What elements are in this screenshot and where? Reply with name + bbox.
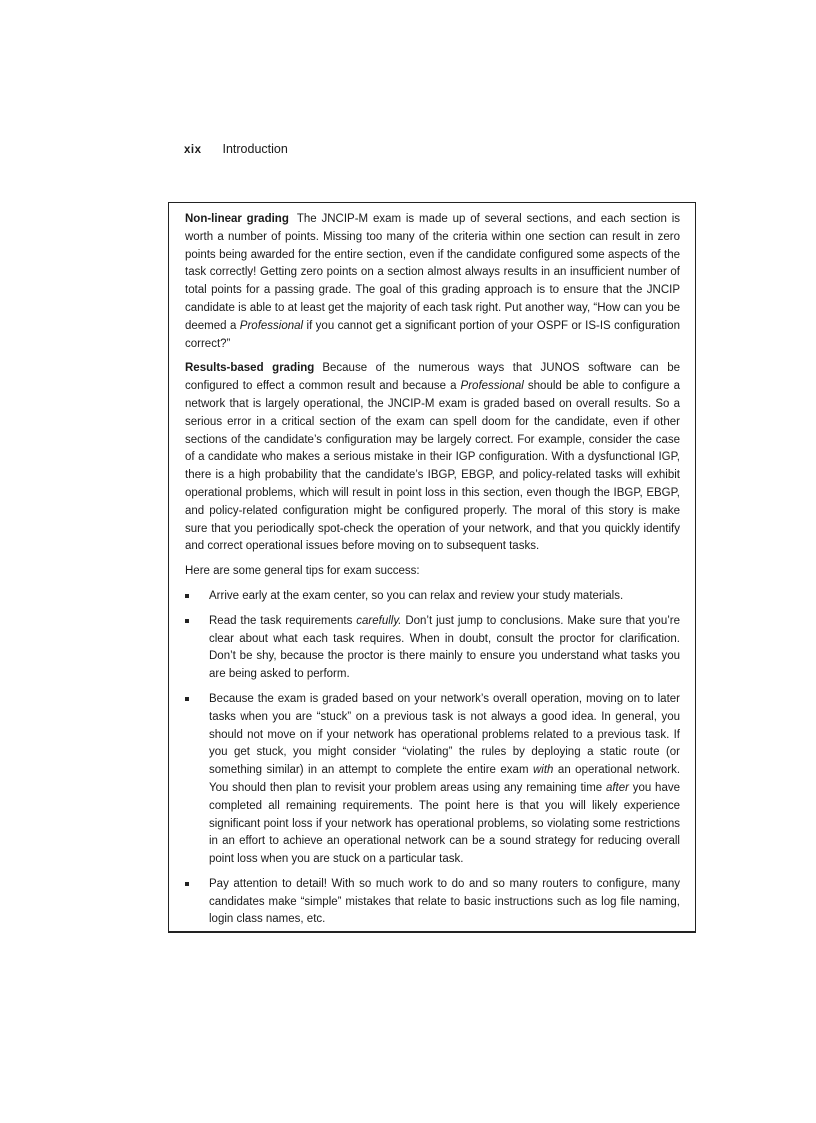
nonlinear-grading-emphasis: Professional [239, 319, 304, 332]
tip-text: Arrive early at the exam center, so you can relax and review your study materials. [209, 589, 624, 602]
tip-item-read-carefully [185, 613, 680, 684]
nonlinear-grading-text: The JNCIP-M exam is made up of several sections, and each section is worth a number of points. Missing too many of the criteria within one section can result in zero points being awarded for the entire section, even if the candidate configured some aspects of the task correctly! Getting zero points on a section almost always results in an insufficient number of total points for a passing grade. The goal of this grading approach is to ensure that the JNCIP candidate is able to at least get the majority of each task right. Put another way, “How can you be deemed a [185, 213, 681, 332]
sidebar-box [168, 202, 696, 933]
nonlinear-grading-heading: Non-linear grading [185, 213, 289, 225]
results-grading-heading: Results-based grading [185, 362, 315, 375]
running-head [184, 141, 288, 158]
tips-intro: Here are some general tips for exam success: [185, 565, 420, 578]
tip-text [209, 613, 680, 684]
tip-text: Pay attention to detail! With so much work to do and so many routers to configure, many candidates make “simple” mistakes that relate to basic instructions such as log file naming, login class names, etc. [209, 877, 680, 926]
results-grading-paragraph [185, 360, 680, 556]
tip-emphasis-2: after [605, 781, 629, 794]
square-bullet-icon [185, 697, 189, 701]
tip-emphasis: carefully. [356, 614, 402, 627]
results-grading-text: Because of the numerous ways that JUNOS software can be configured to effect a common result and because a [185, 362, 680, 393]
tip-text [209, 691, 680, 869]
tip-item-arrive-early [185, 588, 680, 606]
tips-list [185, 588, 680, 929]
results-grading-emphasis: Professional [460, 380, 524, 393]
tip-text-mid: an operational network. You should then plan to revisit your problem areas using any remaining time [209, 764, 681, 794]
tip-text-start: Because the exam is graded based on your network’s overall operation, moving on to later tasks when you are “stuck” on a previous task is not always a good idea. In general, you should not move on if your network has operational problems related to a previous task. If you get stuck, you might consider “violating” the rules by deploying a static route (or something similar) in an attempt to complete the entire exam [209, 692, 680, 777]
square-bullet-icon [185, 882, 189, 886]
tip-item-attention-detail [185, 876, 680, 929]
page-number: xix [184, 144, 202, 156]
tip-text-end: you have completed all remaining requirements. The point here is that you will likely experience significant point loss if your network has operational problems, so violating some restrictions in an effort to achieve an operational network can be a sound strategy for reducing overall point loss when you are stuck on a particular task. [209, 781, 680, 866]
tip-item-graded-operation [185, 691, 680, 869]
nonlinear-grading-text-end: if you cannot get a significant portion of your OSPF or IS-IS configuration correct?” [185, 319, 680, 350]
chapter-title: Introduction [222, 142, 288, 156]
results-grading-text-end: should be able to configure a network that is largely operational, the JNCIP-M exam is graded based on overall results. So a serious error in a critical section of the exam can spell doom for the candidate, even if other sections of the candidate’s configuration may be largely correct. For example, consider the case of a candidate who makes a serious mistake in their IGP configuration. With a dysfunctional IGP, there is a high probability that the candidate’s IBGP, EBGP, and policy-related tasks will exhibit operational problems, which will result in point loss in this section, even though the IBGP, EBGP, and policy-related configuration might be configured properly. The moral of this story is make sure that you periodically spot-check the operation of your network, and that you quickly identify and correct operational issues before moving on to subsequent tasks. [185, 380, 680, 553]
tip-text-start: Read the task requirements [209, 614, 357, 627]
square-bullet-icon [185, 619, 189, 623]
nonlinear-grading-paragraph [185, 211, 680, 353]
tip-text-end: Don’t just jump to conclusions. Make sure that you’re clear about what each task requires. When in doubt, consult the proctor for clarification. Don’t be shy, because the proctor is there mainly to ensure you understand what tasks you are being asked to perform. [209, 614, 681, 681]
tip-emphasis: with [533, 764, 554, 777]
square-bullet-icon [185, 594, 189, 598]
